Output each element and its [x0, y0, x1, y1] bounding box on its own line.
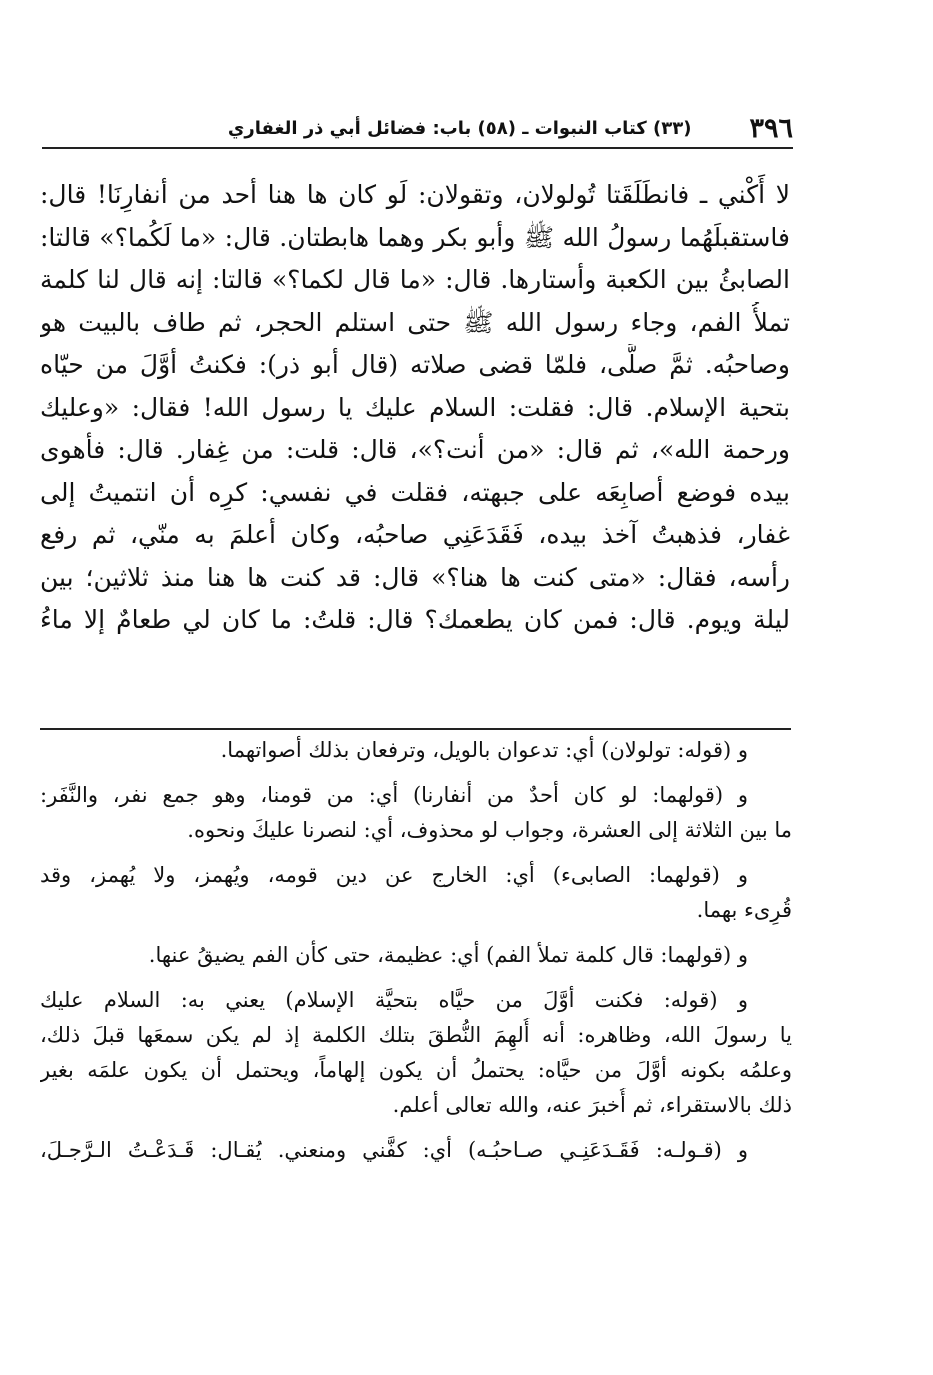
footnote-line: و (قـولـه: فَقَـدَعَنِـي صـاحبُـه) أي: كفَّني ومنعني. يُقـال: قَـدَعْـتُ الـرَّجـلَ،	[40, 1138, 748, 1162]
main-text-line: رأسه، فقال: «متى كنت ها هنا؟» قال: قد كنت ها هنا منذ ثلاثين؛ بين	[40, 562, 790, 592]
footnote-divider	[40, 728, 791, 730]
main-text-line: بتحية الإسلام. قال: فقلت: السلام عليك يا رسول الله! فقال: «وعليك	[40, 392, 790, 422]
footnote	[40, 858, 792, 928]
header-divider	[42, 147, 793, 149]
main-text-line: الصابئُ بين الكعبة وأستارها. قال: «ما قال لكما؟» قالتا: إنه قال لنا كلمة	[40, 265, 790, 294]
main-text	[40, 174, 790, 642]
footnote-line: يا رسولَ الله، وظاهره: أنه أُلهِمَ النُّطقَ بتلك الكلمة إذ لم يكن سمعَها قبلَ ذلك،	[40, 1023, 792, 1047]
footnote-line: ذلك بالاستقراء، ثم أُخبرَ عنه، والله تعالى أعلم.	[392, 1093, 792, 1117]
footnote	[40, 778, 792, 848]
footnote	[40, 733, 792, 768]
main-text-line: وصاحبُه. ثمَّ صلَّى، فلمّا قضى صلاته (قال أبو ذر): فكنتُ أوَّلَ من حيّاه	[40, 350, 790, 379]
footnote-line: و (قوله: تولولان) أي: تدعوان بالويل، وترفعان بذلك أصواتهما.	[220, 738, 748, 762]
footnote-line: وعلمُه بكونه أوَّلَ من حيَّاه: يحتملُ أن يكون إلهاماً، ويحتمل أن يكون علمَه بغير	[40, 1058, 792, 1082]
footnote	[40, 938, 792, 973]
main-text-line: ليلة ويوم. قال: فمن كان يطعمك؟ قال: قلتُ: ما كان لي طعامٌ إلا ماءُ	[40, 605, 790, 634]
footnote-line: و (قولهما: قال كلمة تملأ الفم) أي: عظيمة، حتى كأن الفم يضيقُ عنها.	[148, 943, 748, 967]
main-text-line: لا أَكْني ـ فانطَلَقَتا تُولولان، وتقولان: لَو كان ها هنا أحد من أنفارِنَا! قال:	[40, 180, 790, 209]
footnote-line: ما بين الثلاثة إلى العشرة، وجواب لو محذوف، أي: لنصرنا عليكَ ونحوه.	[187, 818, 792, 842]
footnote-line: قُرِىء بهما.	[696, 898, 792, 922]
main-text-line: فاستقبلَهُما رسولُ الله ﷺ وأبو بكر وهما هابطتان. قال: «ما لَكُما؟» قالتا:	[40, 222, 790, 252]
running-title: (٣٣) كتاب النبوات ـ (٥٨) باب: فضائل أبي ذر الغفاري	[227, 117, 692, 139]
page-header	[42, 108, 793, 148]
footnote	[40, 1133, 792, 1168]
footnote-line: و (قولهما: لو كان أحدٌ من أنفارنا) أي: من قومنا، وهو جمع نفر، والنَّفَر:	[40, 783, 748, 807]
main-text-line: ورحمة الله»، ثم قال: «من أنت؟»، قال: قلت: من غِفار. قال: فأهوى	[40, 435, 790, 464]
main-text-line: تملأُ الفم، وجاء رسول الله ﷺ حتى استلم الحجر، ثم طاف بالبيت هو	[40, 307, 790, 337]
footnotes	[40, 733, 792, 1168]
footnote	[40, 983, 792, 1123]
main-text-line: بيده فوضع أصابِعَه على جبهته، فقلت في نفسي: كرِه أن انتميتُ إلى	[40, 477, 790, 507]
footnote-line: و (قولهما: الصابىء) أي: الخارج عن دين قومه، ويُهمز، ولا يُهمز، وقد	[40, 863, 748, 887]
page-number: ٣٩٦	[749, 112, 793, 144]
main-text-line: غفار، فذهبتُ آخذ بيده، فَقَدَعَنِي صاحبُه، وكان أعلمَ به منّي، ثم رفع	[40, 520, 790, 549]
footnote-line: و (قوله: فكنت أوَّلَ من حيَّاه بتحيَّة الإسلام) يعني به: السلام عليك	[40, 988, 748, 1012]
